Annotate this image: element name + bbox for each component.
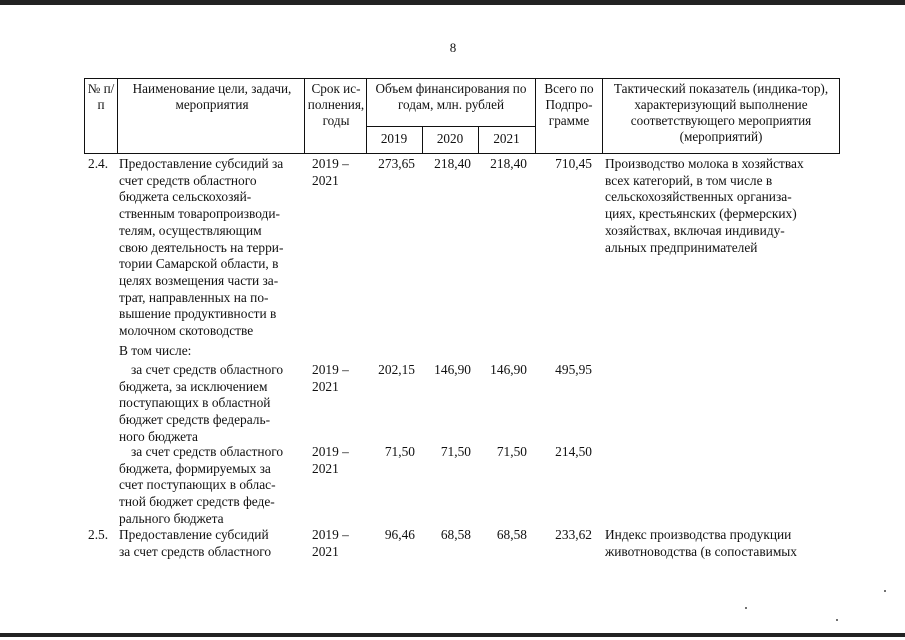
row-term-line: 2019 – [312,156,349,171]
row-name-line: Предоставление субсидий [119,527,269,542]
table-top-border [84,78,840,79]
row-name [119,444,301,528]
row-name-line: тории Самарской области, в [119,256,279,272]
row-name-line: ного бюджета [119,428,198,444]
row-name-line: бюджет средств федераль- [119,412,271,428]
row-value-2019: 273,65 [378,156,415,171]
row-name-line: бюджета, за исключением [119,378,268,394]
header-year-2020: 2020 [436,131,464,146]
row-term-line: 2019 – [312,362,349,377]
col-divider-indicator [602,78,603,154]
row-name-line: за счет средств областного [131,444,284,459]
row-term-line: 2021 [312,460,339,476]
row-term-line: 2021 [312,378,339,394]
row-value-2021: 146,90 [490,362,527,377]
row-term [312,362,349,395]
row-value-2019: 71,50 [384,444,415,459]
row-value-2020: 68,58 [440,527,471,542]
row-indicator-line: сельскохозяйственных организа- [605,189,792,205]
header-bottom-border [84,153,840,154]
row-term-line: 2019 – [312,444,349,459]
row-total: 495,95 [555,362,592,377]
row-name [119,156,301,340]
row-total: 710,45 [555,156,592,171]
row-name-line: целях возмещения части за- [119,272,279,288]
row-term-line: 2019 – [312,527,349,542]
row-term [312,156,349,189]
page-number: 8 [449,40,457,55]
row-name-line: счет средств областного [119,172,257,188]
header-total: Всего по Подпро-грамме [544,81,594,128]
row-number: 2.5. [88,527,109,542]
row-term-line: 2021 [312,543,339,559]
col-divider-name [117,78,118,154]
col-divider-term [304,78,305,154]
scan-speck [884,590,886,592]
header-num: № п/п [87,81,115,112]
row-indicator [605,527,835,560]
row-indicator-line: альных предпринимателей [605,239,758,255]
row-name-line: вышение продуктивности в [119,306,277,322]
row-term-line: 2021 [312,172,339,188]
row-name-line: Предоставление субсидий за [119,156,284,171]
row-name-line: рального бюджета [119,510,224,526]
row-name-line: телям, осуществляющим [119,222,262,238]
row-value-2021: 218,40 [490,156,527,171]
row-value-2019: 202,15 [378,362,415,377]
row-total: 233,62 [555,527,592,542]
table-right-border [839,78,840,154]
col-divider-total [535,78,536,154]
row-indicator-line: Индекс производства продукции [605,527,792,542]
row-name-line: за счет средств областного [119,543,272,559]
header-term: Срок ис-полнения, годы [307,81,365,128]
row-value-2021: 68,58 [496,527,527,542]
row-name-line: молочном скотоводстве [119,323,254,339]
row-indicator-line: циях, крестьянских (фермерских) [605,206,797,222]
scan-speck [836,619,838,621]
row-name [119,527,301,560]
row-value-2021: 71,50 [496,444,527,459]
row-name-line: трат, направленных на по- [119,289,269,305]
header-year-2021: 2021 [493,131,520,146]
row-term [312,444,349,477]
row-name-line: ственным товаропроизводи- [119,206,280,222]
row-indicator-line: Производство молока в хозяйствах [605,156,804,171]
row-name-line: тной бюджет средств феде- [119,494,275,510]
scan-edge-top [0,0,905,5]
row-name-line: счет поступающих в облас- [119,477,276,493]
row-name-line: за счет средств областного [131,362,284,377]
row-value-2020: 146,90 [434,362,471,377]
row-name-line: бюджета, формируемых за [119,460,271,476]
row-value-2019: 96,46 [384,527,415,542]
row-indicator-line: животноводства (в сопоставимых [605,543,797,559]
header-indicator: Тактический показатель (индика-тор), характеризующий выполнение соответствующего мероприятия (мероприятий) [613,81,829,144]
including-label: В том числе: [119,343,192,358]
header-year-2019: 2019 [380,131,408,146]
row-name-line: поступающих в областной [119,395,271,411]
row-name [119,362,301,446]
row-name-line: бюджета сельскохозяй- [119,189,252,205]
years-row-top-border [366,126,535,127]
row-number: 2.4. [88,156,109,171]
header-funding: Объем финансирования по годам, млн. рублей [375,81,527,112]
row-name-line: свою деятельность на терри- [119,239,284,255]
header-name: Наименование цели, задачи, мероприятия [132,81,292,112]
row-term [312,527,349,560]
row-value-2020: 71,50 [440,444,471,459]
row-indicator-line: хозяйствах, включая индивиду- [605,222,785,238]
row-value-2020: 218,40 [434,156,471,171]
table-left-border [84,78,85,154]
scan-edge-bottom [0,633,905,637]
row-indicator-line: всех категорий, в том числе в [605,172,773,188]
row-total: 214,50 [555,444,592,459]
scan-speck [745,607,747,609]
row-indicator [605,156,835,256]
